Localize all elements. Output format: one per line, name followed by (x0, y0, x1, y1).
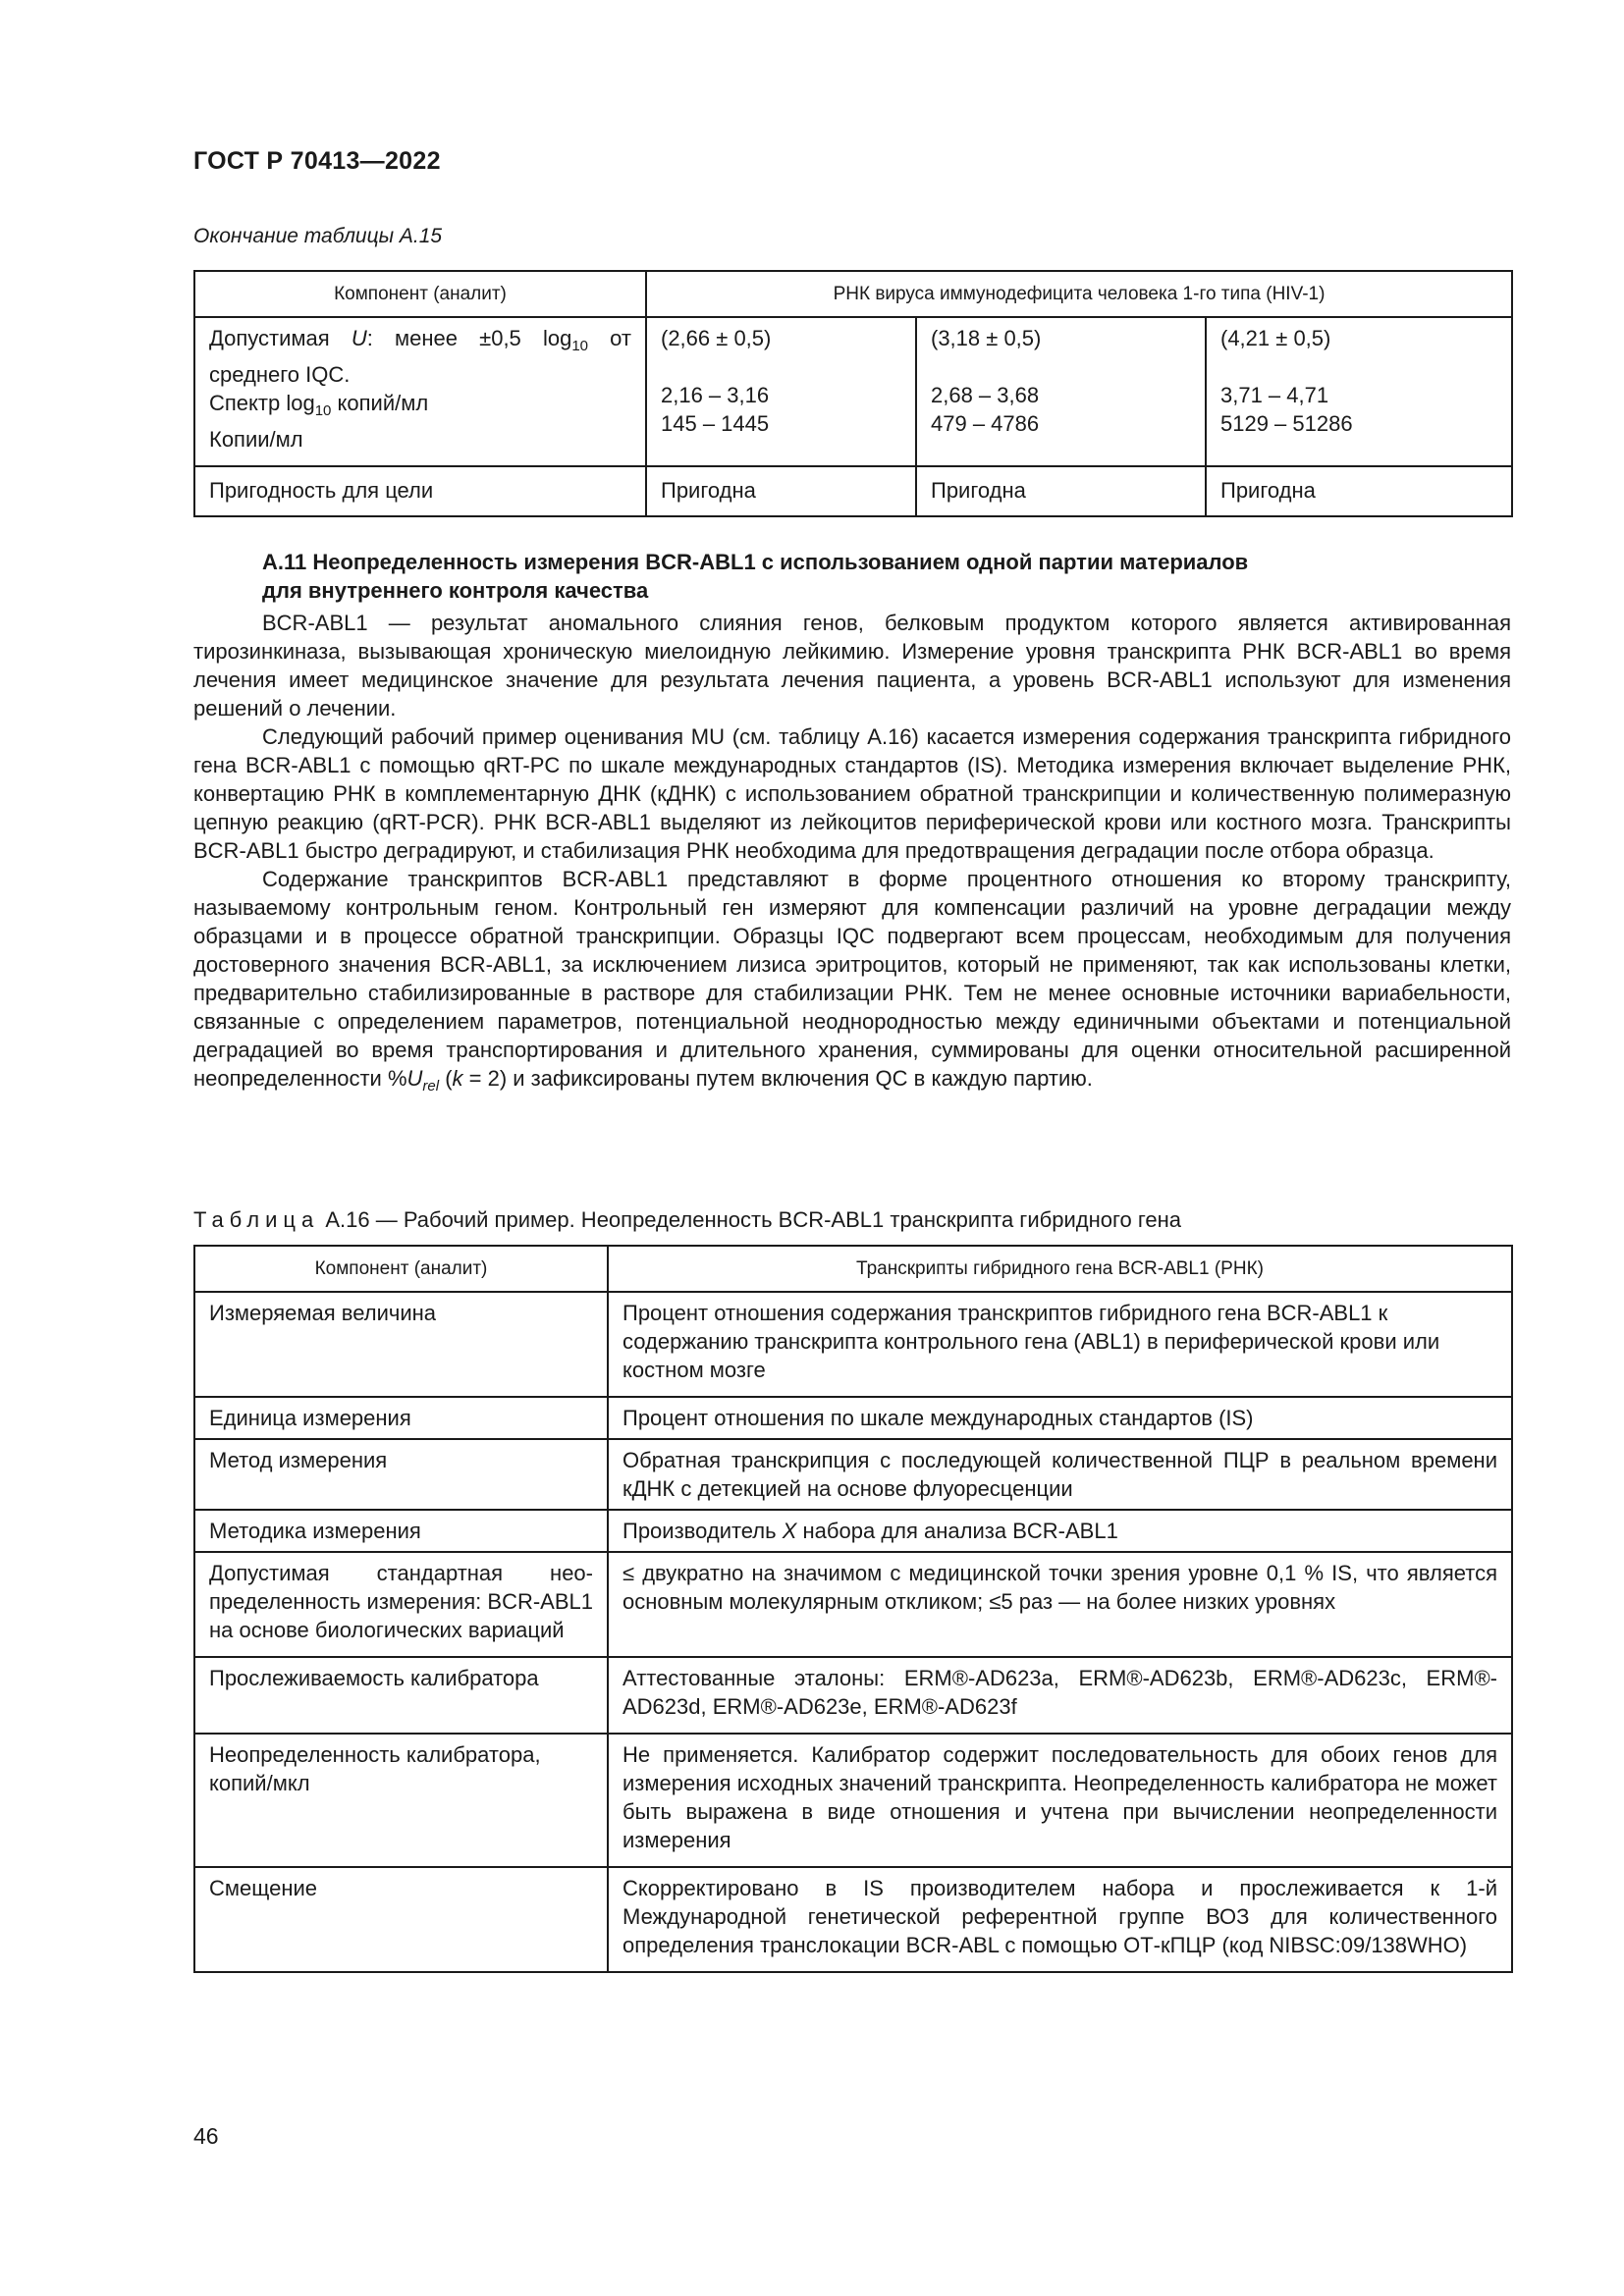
paragraph-1: BCR-ABL1 — результат аномального слияния генов, белковым продуктом которого является активированная тирозинкиназа, вызывающая хроническую миелоидную лейкимию. Измерение уровня транскрипта РНК BCR-ABL1 во время лечения имеет медицинское значение для результата лечения пациента, а уровень BCR-ABL1 используют для изменения решений о лечении. (193, 611, 1511, 721)
level-2-range: 2,68 – 3,68 (931, 383, 1040, 407)
table-row (194, 1657, 1512, 1734)
level-1-copies: 145 – 1445 (661, 411, 770, 436)
row-value: Производитель X набора для анализа BCR-ABL1 (608, 1510, 1512, 1552)
row-label: Методика измерения (194, 1510, 608, 1552)
table-a16-caption: Таблица А.16 — Рабочий пример. Неопределенность BCR-ABL1 транскрипта гибридного гена (193, 1207, 1182, 1232)
row-label: Прослеживаемость калибратора (194, 1657, 608, 1734)
row-label: Измеряемая величина (194, 1292, 608, 1397)
table-a16 (193, 1245, 1513, 1973)
log-range-label: Спектр $\log_{10}$ копий/мл (209, 391, 429, 419)
row-label: Единица измерения (194, 1397, 608, 1439)
page-number: 46 (193, 2123, 219, 2149)
row-value: Не применяется. Калибратор содержит последовательность для обоих генов для измерения исходных значений транскрипта. Неопределенность калибратора не может быть выражена в виде отношения и учтена при вычислении неопределенности измерения (608, 1734, 1512, 1867)
table-a15-values-row (194, 317, 1512, 466)
paragraph-3: Содержание транскриптов BCR-ABL1 представляют в форме процентного отношения ко второму транскрипту, называемому контрольным геном. Контрольный ген измеряют для компенсации различий на уровне деградации между образцами и в процессе обратной транскрипции. Образцы IQC подвергают всем процессам, необходимым для получения достоверного значения BCR-ABL1, за исключением лизиса эритроцитов, который не применяют, так как использованы клетки, предварительно стабилизированные в растворе для стабилизации РНК. Тем не менее основные источники вариабельности, связанные с определением параметров, потенциальной неоднородностью между единичными объектами и потенциальной деградацией во время транспортирования и длительного хранения, суммированы для оценки относительной расширенной неопределенности $\%U_{rel}$ (k = 2) и зафиксированы путем включения QC в каждую партию. (193, 867, 1511, 1095)
table-a16-header-row (194, 1246, 1512, 1292)
table-a16-header-analyte: Транскрипты гибридного гена BCR-ABL1 (РНК) (608, 1246, 1512, 1292)
table-row (194, 1867, 1512, 1972)
allowable-u-label-line2: среднего IQC. (209, 362, 351, 387)
table-a15-parameter-labels (194, 317, 646, 466)
table-row (194, 1734, 1512, 1867)
table-a15-fitness-row (194, 466, 1512, 516)
row-value: Процент отношения по шкале международных стандартов (IS) (608, 1397, 1512, 1439)
table-a15-level-1 (646, 317, 916, 466)
row-label: Допустимая стандартная неопределенность измерения: BCR-ABL1 на основе биологических вариаций (194, 1552, 608, 1657)
table-row (194, 1439, 1512, 1510)
level-3-u: (4,21 ± 0,5) (1220, 326, 1331, 350)
row-label: Смещение (194, 1867, 608, 1972)
copies-label: Копии/мл (209, 427, 303, 452)
row-value: Процент отношения содержания транскриптов гибридного гена BCR-ABL1 к содержанию транскрипта контрольного гена (ABL1) в периферической крови или костном мозге (608, 1292, 1512, 1397)
table-a15-header-analyte: РНК вируса иммунодефицита человека 1-го типа (HIV-1) (646, 271, 1512, 317)
document-header: ГОСТ Р 70413—2022 (193, 147, 441, 175)
level-2-fitness: Пригодна (916, 466, 1206, 516)
table-a15-level-2 (916, 317, 1206, 466)
table-a15-continuation-caption: Окончание таблицы А.15 (193, 225, 443, 247)
table-a15-level-3 (1206, 317, 1512, 466)
table-a15-header-row (194, 271, 1512, 317)
level-3-range: 3,71 – 4,71 (1220, 383, 1329, 407)
table-row (194, 1510, 1512, 1552)
section-a11-title: А.11 Неопределенность измерения BCR-ABL1 с использованием одной партии материалов для внутреннего контроля качества (262, 550, 1249, 603)
row-label: Метод измерения (194, 1439, 608, 1510)
row-value: Аттестованные эталоны: ERM®-AD623a, ERM®-AD623b, ERM®-AD623c, ERM®-AD623d, ERM®-AD623e, ERM®-AD623f (608, 1657, 1512, 1734)
allowable-u-label: Допустимая U: менее ±0,5 $\log_{10}$ от (209, 326, 631, 354)
table-a15-header-component: Компонент (аналит) (194, 271, 646, 317)
level-2-u: (3,18 ± 0,5) (931, 326, 1042, 350)
table-row (194, 1397, 1512, 1439)
row-value: Скорректировано в IS производителем набора и прослеживается к 1-й Международной генетической референтной группе ВОЗ для количественного определения транслокации BCR-ABL с помощью ОТ-кПЦР (код NIBSC:09/138WHO) (608, 1867, 1512, 1972)
table-a16-header-component: Компонент (аналит) (194, 1246, 608, 1292)
table-a15 (193, 270, 1513, 517)
section-a11 (193, 548, 1511, 1100)
level-2-copies: 479 – 4786 (931, 411, 1040, 436)
paragraph-2: Следующий рабочий пример оценивания MU (см. таблицу А.16) касается измерения содержания транскрипта гибридного гена BCR-ABL1 с помощью qRT-PC по шкале международных стандартов (IS). Методика измерения включает выделение РНК, конвертацию РНК в комплементарную ДНК (кДНК) с использованием обратной транскрипции и количественную полимеразную цепную реакцию (qRT-PCR). РНК BCR-ABL1 выделяют из лейкоцитов периферической крови или костного мозга. Транскрипты BCR-ABL1 быстро деградируют, и стабилизация РНК необходима для предотвращения деградации после отбора образца. (193, 724, 1511, 863)
row-value: ≤ двукратно на значимом с медицинской точки зрения уровне 0,1 % IS, что является основным молекулярным откликом; ≤5 раз — на более низких уровнях (608, 1552, 1512, 1657)
level-1-u: (2,66 ± 0,5) (661, 326, 772, 350)
fitness-label: Пригодность для цели (194, 466, 646, 516)
row-value: Обратная транскрипция с последующей количественной ПЦР в реальном времени кДНК с детекцией на основе флуоресценции (608, 1439, 1512, 1510)
level-1-fitness: Пригодна (646, 466, 916, 516)
table-row (194, 1552, 1512, 1657)
level-3-copies: 5129 – 51286 (1220, 411, 1353, 436)
table-row (194, 1292, 1512, 1397)
row-label: Неопределенность калибратора, копий/мкл (194, 1734, 608, 1867)
level-3-fitness: Пригодна (1206, 466, 1512, 516)
level-1-range: 2,16 – 3,16 (661, 383, 770, 407)
